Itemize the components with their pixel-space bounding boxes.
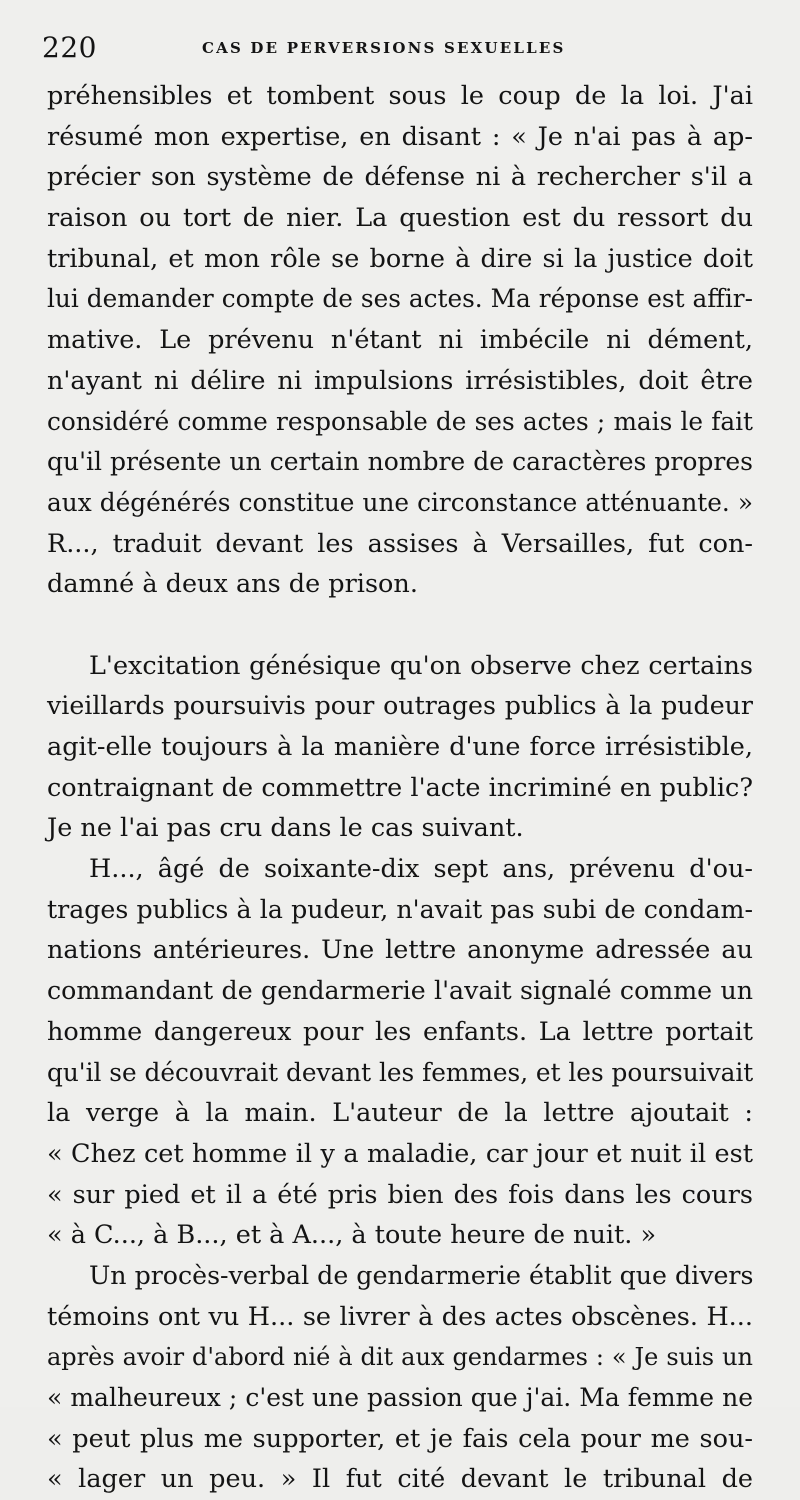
text-line: « sur pied et il a été pris bien des fois dans les cours [47, 1179, 753, 1210]
text-line: « à C..., à B..., et à A..., à toute heure de nuit. » [47, 1220, 657, 1251]
text-line: Je ne l'ai pas cru dans le cas suivant. [47, 813, 524, 844]
text-line: mative. Le prévenu n'étant ni imbécile ni dément, [47, 325, 753, 356]
text-line: nations antérieures. Une lettre anonyme adressée au [47, 935, 753, 966]
text-line: la verge à la main. L'auteur de la lettre ajoutait : [47, 1098, 753, 1129]
text-line: résumé mon expertise, en disant : « Je n'ai pas à ap- [47, 121, 753, 152]
text-line: « peut plus me supporter, et je fais cela pour me sou- [47, 1423, 753, 1454]
text-line: vieillards poursuivis pour outrages publics à la pudeur [47, 691, 753, 721]
text-line: n'ayant ni délire ni impulsions irrésistibles, doit être [47, 365, 753, 396]
text-line: qu'il se découvrait devant les femmes, et les poursuivait [47, 1057, 754, 1087]
text-line: témoins ont vu H... se livrer à des actes obscènes. H... [47, 1301, 753, 1332]
text-line: qu'il présente un certain nombre de caractères propres [47, 447, 753, 477]
text-line: trages publics à la pudeur, n'avait pas subi de condam- [47, 894, 753, 924]
body-text [47, 76, 753, 1500]
text-line: H..., âgé de soixante-dix sept ans, prévenu d'ou- [89, 854, 753, 885]
text-line: aux dégénérés constitue une circonstance atténuante. » [47, 487, 753, 517]
running-title: CAS DE PERVERSIONS SEXUELLES [202, 39, 566, 57]
text-line: raison ou tort de nier. La question est du ressort du [47, 203, 753, 234]
text-line: tribunal, et mon rôle se borne à dire si la justice doit [47, 243, 753, 274]
paragraph-gap [47, 605, 753, 646]
text-line: commandant de gendarmerie l'avait signalé comme un [47, 976, 753, 1006]
text-line: précier son système de défense ni à rechercher s'il a [47, 162, 753, 193]
text-line: « malheureux ; c'est une passion que j'ai. Ma femme ne [47, 1383, 753, 1412]
text-line: lui demander compte de ses actes. Ma réponse est affir- [47, 284, 753, 314]
text-line: Un procès-verbal de gendarmerie établit que divers [89, 1260, 754, 1290]
text-line: agit-elle toujours à la manière d'une force irrésistible, [47, 732, 753, 762]
page-number: 220 [42, 31, 97, 64]
text-line: R..., traduit devant les assises à Versailles, fut con- [47, 528, 753, 559]
text-line: homme dangereux pour les enfants. La lettre portait [47, 1016, 753, 1047]
running-head [42, 28, 762, 68]
text-line: après avoir d'abord nié à dit aux gendarmes : « Je suis un [47, 1343, 753, 1372]
text-line: L'excitation génésique qu'on observe chez certains [89, 650, 753, 681]
text-line: considéré comme responsable de ses actes ; mais le fait [47, 406, 753, 436]
text-line: « Chez cet homme il y a maladie, car jour et nuit il est [47, 1138, 753, 1169]
text-line: « lager un peu. » Il fut cité devant le tribunal de [47, 1464, 753, 1495]
text-line: contraignant de commettre l'acte incriminé en public? [47, 772, 753, 803]
text-line: préhensibles et tombent sous le coup de la loi. J'ai [47, 81, 753, 111]
text-line: damné à deux ans de prison. [47, 569, 418, 600]
